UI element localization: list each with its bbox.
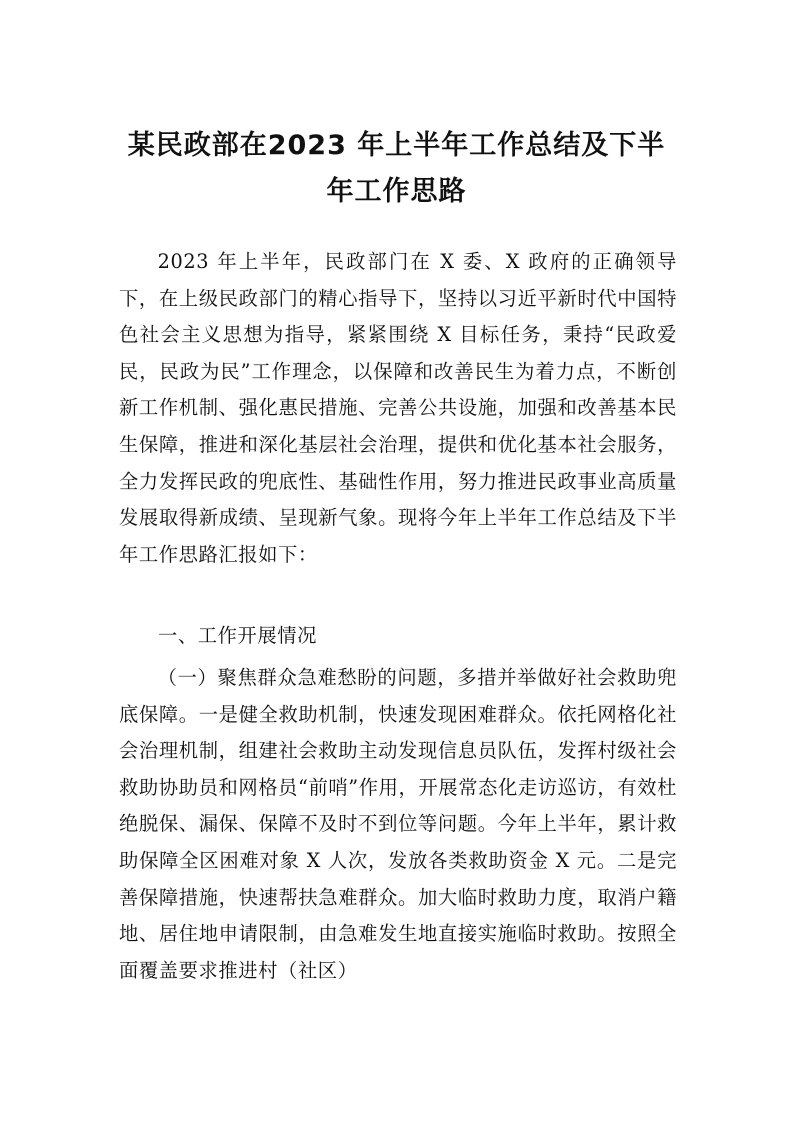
intro-paragraph: 2023 年上半年，民政部门在 X 委、X 政府的正确领导下，在上级民政部门的精心指导下，坚持以习近平新时代中国特色社会主义思想为指导，紧紧围绕 X 目标任务，秉持“民政爱民，民政为民”工作理念，以保障和改善民生为着力点，不断创新工作机制、强化惠民措施、完善公共设施，加强和改善基本民生保障，推进和深化基层社会治理，提供和优化基本社会服务，全力发挥民政的兜底性、基础性作用，努力推进民政事业高质量发展取得新成绩、呈现新气象。现将今年上半年工作总结及下半年工作思路汇报如下： <box>119 250 677 566</box>
document-title-line-1: 某民政部在2023 年上半年工作总结及下半 <box>127 130 666 161</box>
document-title-line-2: 年工作思路 <box>326 176 467 207</box>
section-heading: 一、工作开展情况 <box>158 624 318 647</box>
body-paragraph: （一）聚焦群众急难愁盼的问题，多措并举做好社会救助兜底保障。一是健全救助机制，快速发现困难群众。依托网格化社会治理机制，组建社会救助主动发现信息员队伍，发挥村级社会救助协助员和网格员“前哨”作用，开展常态化走访巡访，有效杜绝脱保、漏保、保障不及时不到位等问题。今年上半年，累计救助保障全区困难对象 X 人次，发放各类救助资金 X 元。二是完善保障措施，快速帮扶急难群众。加大临时救助力度，取消户籍地、居住地申请限制，由急难发生地直接实施临时救助。按照全面覆盖要求推进村（社区） <box>119 666 677 982</box>
